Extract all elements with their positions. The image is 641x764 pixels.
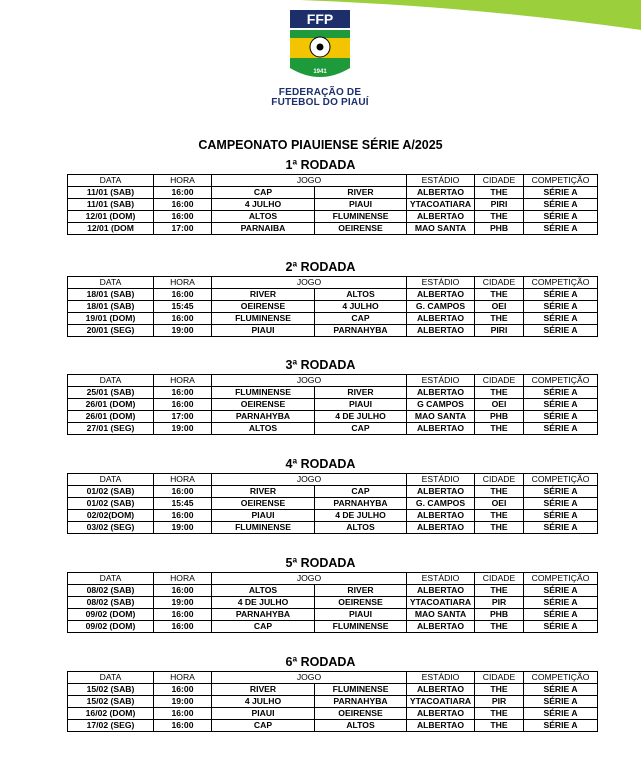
stadium: ALBERTAO: [407, 522, 475, 534]
home-team: PARNAHYBA: [212, 609, 315, 621]
competition: SÉRIE A: [524, 621, 598, 633]
header-estadio: ESTÁDIO: [407, 277, 475, 289]
header-hora: HORA: [154, 573, 212, 585]
home-team: OEIRENSE: [212, 301, 315, 313]
header-competicao: COMPETIÇÃO: [524, 277, 598, 289]
competition: SÉRIE A: [524, 211, 598, 223]
home-team: CAP: [212, 720, 315, 732]
game-time: 16:00: [154, 399, 212, 411]
game-date: 09/02 (DOM): [68, 621, 154, 633]
game-time: 16:00: [154, 585, 212, 597]
table-row: [68, 720, 598, 732]
table-row: [68, 313, 598, 325]
competition: SÉRIE A: [524, 498, 598, 510]
away-team: PARNAHYBA: [315, 325, 407, 337]
stadium: ALBERTAO: [407, 684, 475, 696]
away-team: ALTOS: [315, 720, 407, 732]
away-team: OEIRENSE: [315, 597, 407, 609]
table-header-row: [68, 375, 598, 387]
federation-line-2: FUTEBOL DO PIAUÍ: [271, 97, 369, 108]
game-date: 15/02 (SAB): [68, 696, 154, 708]
game-time: 16:00: [154, 720, 212, 732]
championship-title: CAMPEONATO PIAUIENSE SÉRIE A/2025: [198, 138, 443, 152]
home-team: FLUMINENSE: [212, 387, 315, 399]
game-time: 15:45: [154, 498, 212, 510]
round-table: [67, 572, 598, 633]
home-team: 4 JULHO: [212, 696, 315, 708]
stadium: MAO SANTA: [407, 223, 475, 235]
header-hora: HORA: [154, 277, 212, 289]
stadium: G CAMPOS: [407, 399, 475, 411]
home-team: RIVER: [212, 486, 315, 498]
game-date: 01/02 (SAB): [68, 498, 154, 510]
header-jogo: JOGO: [212, 375, 407, 387]
header-data: DATA: [68, 175, 154, 187]
game-date: 17/02 (SEG): [68, 720, 154, 732]
header-hora: HORA: [154, 175, 212, 187]
table-row: [68, 522, 598, 534]
city: THE: [475, 187, 524, 199]
game-time: 19:00: [154, 522, 212, 534]
table-row: [68, 223, 598, 235]
stadium: ALBERTAO: [407, 187, 475, 199]
table-row: [68, 510, 598, 522]
game-time: 16:00: [154, 211, 212, 223]
competition: SÉRIE A: [524, 187, 598, 199]
game-time: 16:00: [154, 199, 212, 211]
round-title: 6ª RODADA: [285, 655, 356, 669]
game-time: 16:00: [154, 313, 212, 325]
home-team: 4 DE JULHO: [212, 597, 315, 609]
table-row: [68, 289, 598, 301]
away-team: 4 JULHO: [315, 301, 407, 313]
away-team: PIAUI: [315, 399, 407, 411]
game-time: 16:00: [154, 510, 212, 522]
header-hora: HORA: [154, 672, 212, 684]
game-time: 16:00: [154, 486, 212, 498]
game-date: 12/01 (DOM: [68, 223, 154, 235]
city: THE: [475, 211, 524, 223]
city: THE: [475, 720, 524, 732]
ffp-logo: [0, 0, 641, 90]
game-time: 17:00: [154, 223, 212, 235]
header-data: DATA: [68, 474, 154, 486]
table-row: [68, 708, 598, 720]
home-team: ALTOS: [212, 211, 315, 223]
header-estadio: ESTÁDIO: [407, 672, 475, 684]
header-data: DATA: [68, 277, 154, 289]
competition: SÉRIE A: [524, 522, 598, 534]
header-competicao: COMPETIÇÃO: [524, 672, 598, 684]
header-cidade: CIDADE: [475, 375, 524, 387]
stadium: ALBERTAO: [407, 313, 475, 325]
round-title: 5ª RODADA: [285, 556, 356, 570]
header-estadio: ESTÁDIO: [407, 175, 475, 187]
table-row: [68, 325, 598, 337]
city: PIRI: [475, 199, 524, 211]
table-row: [68, 411, 598, 423]
competition: SÉRIE A: [524, 313, 598, 325]
stadium: ALBERTAO: [407, 289, 475, 301]
away-team: PARNAHYBA: [315, 696, 407, 708]
home-team: PIAUI: [212, 325, 315, 337]
city: THE: [475, 423, 524, 435]
city: THE: [475, 289, 524, 301]
stadium: ALBERTAO: [407, 423, 475, 435]
stadium: ALBERTAO: [407, 585, 475, 597]
stadium: YTACOATIARA: [407, 199, 475, 211]
competition: SÉRIE A: [524, 708, 598, 720]
away-team: FLUMINENSE: [315, 211, 407, 223]
home-team: PIAUI: [212, 510, 315, 522]
header-data: DATA: [68, 573, 154, 585]
away-team: FLUMINENSE: [315, 684, 407, 696]
away-team: OEIRENSE: [315, 708, 407, 720]
competition: SÉRIE A: [524, 289, 598, 301]
table-row: [68, 399, 598, 411]
home-team: PARNAHYBA: [212, 411, 315, 423]
header-competicao: COMPETIÇÃO: [524, 474, 598, 486]
competition: SÉRIE A: [524, 510, 598, 522]
stadium: ALBERTAO: [407, 325, 475, 337]
stadium: YTACOATIARA: [407, 597, 475, 609]
city: PHB: [475, 609, 524, 621]
game-time: 16:00: [154, 609, 212, 621]
home-team: CAP: [212, 187, 315, 199]
competition: SÉRIE A: [524, 223, 598, 235]
competition: SÉRIE A: [524, 696, 598, 708]
table-row: [68, 498, 598, 510]
home-team: 4 JULHO: [212, 199, 315, 211]
game-date: 18/01 (SAB): [68, 301, 154, 313]
game-date: 20/01 (SEG): [68, 325, 154, 337]
header-jogo: JOGO: [212, 672, 407, 684]
city: PIR: [475, 597, 524, 609]
game-time: 16:00: [154, 187, 212, 199]
header-cidade: CIDADE: [475, 175, 524, 187]
city: THE: [475, 486, 524, 498]
game-time: 16:00: [154, 684, 212, 696]
header-competicao: COMPETIÇÃO: [524, 175, 598, 187]
table-header-row: [68, 277, 598, 289]
stadium: ALBERTAO: [407, 621, 475, 633]
game-date: 02/02(DOM): [68, 510, 154, 522]
stadium: ALBERTAO: [407, 720, 475, 732]
header-jogo: JOGO: [212, 573, 407, 585]
table-row: [68, 684, 598, 696]
game-time: 17:00: [154, 411, 212, 423]
game-time: 19:00: [154, 696, 212, 708]
game-time: 19:00: [154, 325, 212, 337]
city: PIRI: [475, 325, 524, 337]
game-time: 19:00: [154, 423, 212, 435]
header-jogo: JOGO: [212, 277, 407, 289]
game-date: 08/02 (SAB): [68, 597, 154, 609]
table-row: [68, 199, 598, 211]
table-row: [68, 621, 598, 633]
game-date: 25/01 (SAB): [68, 387, 154, 399]
federation-line-1: FEDERAÇÃO DE: [278, 87, 362, 98]
home-team: PIAUI: [212, 708, 315, 720]
away-team: 4 DE JULHO: [315, 411, 407, 423]
header-jogo: JOGO: [212, 474, 407, 486]
game-date: 01/02 (SAB): [68, 486, 154, 498]
table-row: [68, 301, 598, 313]
table-header-row: [68, 573, 598, 585]
competition: SÉRIE A: [524, 199, 598, 211]
table-row: [68, 609, 598, 621]
away-team: FLUMINENSE: [315, 621, 407, 633]
competition: SÉRIE A: [524, 609, 598, 621]
round-table: [67, 473, 598, 534]
competition: SÉRIE A: [524, 423, 598, 435]
header-cidade: CIDADE: [475, 573, 524, 585]
away-team: 4 DE JULHO: [315, 510, 407, 522]
city: OEI: [475, 301, 524, 313]
game-date: 03/02 (SEG): [68, 522, 154, 534]
table-header-row: [68, 672, 598, 684]
city: THE: [475, 522, 524, 534]
city: THE: [475, 313, 524, 325]
stadium: G. CAMPOS: [407, 301, 475, 313]
game-time: 16:00: [154, 621, 212, 633]
game-date: 27/01 (SEG): [68, 423, 154, 435]
competition: SÉRIE A: [524, 387, 598, 399]
game-time: 19:00: [154, 597, 212, 609]
round-title: 2ª RODADA: [285, 260, 356, 274]
city: PIR: [475, 696, 524, 708]
competition: SÉRIE A: [524, 720, 598, 732]
city: OEI: [475, 399, 524, 411]
stadium: MAO SANTA: [407, 609, 475, 621]
header-cidade: CIDADE: [475, 277, 524, 289]
competition: SÉRIE A: [524, 486, 598, 498]
city: THE: [475, 684, 524, 696]
away-team: CAP: [315, 486, 407, 498]
game-date: 26/01 (DOM): [68, 411, 154, 423]
stadium: ALBERTAO: [407, 387, 475, 399]
logo-year: 1941: [313, 69, 327, 75]
stadium: ALBERTAO: [407, 486, 475, 498]
round-title: 1ª RODADA: [285, 158, 356, 172]
game-date: 09/02 (DOM): [68, 609, 154, 621]
game-time: 16:00: [154, 708, 212, 720]
round-table: [67, 374, 598, 435]
away-team: RIVER: [315, 387, 407, 399]
game-date: 12/01 (DOM): [68, 211, 154, 223]
city: PHB: [475, 411, 524, 423]
header-hora: HORA: [154, 474, 212, 486]
round-title: 3ª RODADA: [285, 358, 356, 372]
away-team: PIAUI: [315, 609, 407, 621]
away-team: PIAUI: [315, 199, 407, 211]
table-row: [68, 387, 598, 399]
home-team: ALTOS: [212, 423, 315, 435]
header-cidade: CIDADE: [475, 474, 524, 486]
table-row: [68, 211, 598, 223]
competition: SÉRIE A: [524, 301, 598, 313]
game-time: 15:45: [154, 301, 212, 313]
city: THE: [475, 585, 524, 597]
home-team: PARNAIBA: [212, 223, 315, 235]
home-team: FLUMINENSE: [212, 313, 315, 325]
away-team: OEIRENSE: [315, 223, 407, 235]
game-time: 16:00: [154, 387, 212, 399]
competition: SÉRIE A: [524, 325, 598, 337]
game-date: 11/01 (SAB): [68, 187, 154, 199]
away-team: RIVER: [315, 187, 407, 199]
header-competicao: COMPETIÇÃO: [524, 375, 598, 387]
header-estadio: ESTÁDIO: [407, 573, 475, 585]
table-header-row: [68, 175, 598, 187]
header-hora: HORA: [154, 375, 212, 387]
stadium: G. CAMPOS: [407, 498, 475, 510]
competition: SÉRIE A: [524, 399, 598, 411]
round-title: 4ª RODADA: [285, 457, 356, 471]
home-team: RIVER: [212, 289, 315, 301]
stadium: ALBERTAO: [407, 211, 475, 223]
game-date: 19/01 (DOM): [68, 313, 154, 325]
city: PHB: [475, 223, 524, 235]
stadium: ALBERTAO: [407, 708, 475, 720]
city: THE: [475, 621, 524, 633]
table-row: [68, 423, 598, 435]
stadium: YTACOATIARA: [407, 696, 475, 708]
table-row: [68, 187, 598, 199]
game-time: 16:00: [154, 289, 212, 301]
table-row: [68, 486, 598, 498]
city: THE: [475, 708, 524, 720]
city: THE: [475, 387, 524, 399]
header-estadio: ESTÁDIO: [407, 375, 475, 387]
home-team: RIVER: [212, 684, 315, 696]
away-team: RIVER: [315, 585, 407, 597]
round-table: [67, 276, 598, 337]
home-team: OEIRENSE: [212, 399, 315, 411]
competition: SÉRIE A: [524, 597, 598, 609]
home-team: ALTOS: [212, 585, 315, 597]
competition: SÉRIE A: [524, 411, 598, 423]
table-row: [68, 597, 598, 609]
header-competicao: COMPETIÇÃO: [524, 573, 598, 585]
stadium: MAO SANTA: [407, 411, 475, 423]
away-team: PARNAHYBA: [315, 498, 407, 510]
game-date: 11/01 (SAB): [68, 199, 154, 211]
table-row: [68, 696, 598, 708]
header-estadio: ESTÁDIO: [407, 474, 475, 486]
header-cidade: CIDADE: [475, 672, 524, 684]
home-team: OEIRENSE: [212, 498, 315, 510]
game-date: 08/02 (SAB): [68, 585, 154, 597]
away-team: CAP: [315, 313, 407, 325]
away-team: ALTOS: [315, 522, 407, 534]
table-row: [68, 585, 598, 597]
round-table: [67, 174, 598, 235]
home-team: FLUMINENSE: [212, 522, 315, 534]
table-header-row: [68, 474, 598, 486]
away-team: CAP: [315, 423, 407, 435]
home-team: CAP: [212, 621, 315, 633]
game-date: 15/02 (SAB): [68, 684, 154, 696]
away-team: ALTOS: [315, 289, 407, 301]
game-date: 16/02 (DOM): [68, 708, 154, 720]
city: OEI: [475, 498, 524, 510]
round-table: [67, 671, 598, 732]
header-data: DATA: [68, 672, 154, 684]
stadium: ALBERTAO: [407, 510, 475, 522]
header-jogo: JOGO: [212, 175, 407, 187]
competition: SÉRIE A: [524, 585, 598, 597]
competition: SÉRIE A: [524, 684, 598, 696]
header-data: DATA: [68, 375, 154, 387]
game-date: 18/01 (SAB): [68, 289, 154, 301]
city: THE: [475, 510, 524, 522]
game-date: 26/01 (DOM): [68, 399, 154, 411]
logo-initials: FFP: [306, 11, 334, 27]
